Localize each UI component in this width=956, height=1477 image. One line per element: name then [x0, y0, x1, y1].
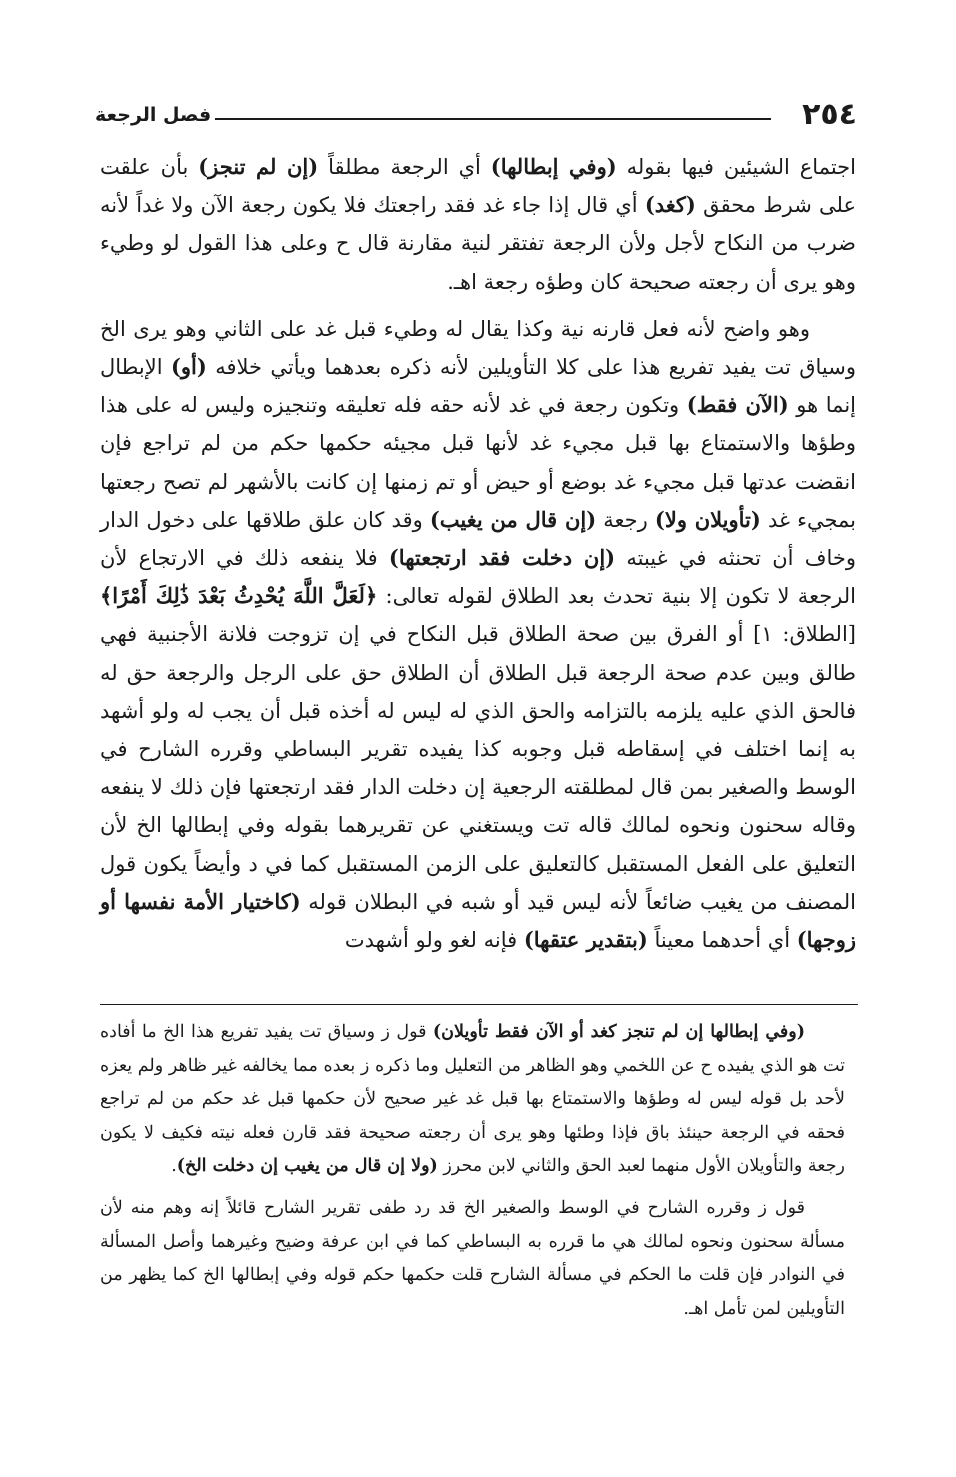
footnote-paragraph-1 [100, 1016, 845, 1184]
text-run: أي أحدهما معيناً [647, 928, 797, 953]
bold-quote: (وفي إبطالها) [490, 154, 617, 179]
footnote-paragraph-2 [100, 1192, 845, 1326]
bold-quote: (بتقدير عتقها) [523, 927, 648, 953]
footnote-separator [100, 1004, 858, 1005]
text-run: فإنه لغو ولو أشهدت [344, 928, 524, 953]
bold-quote: ﴿لَعَلَّ اللَّهَ يُحْدِثُ بَعْدَ ذَٰلِكَ أَمْرًا﴾ [100, 583, 378, 609]
bold-quote: (إن قال من يغيب) [429, 506, 597, 532]
main-paragraph-1 [100, 148, 856, 301]
bold-quote: (أو) [170, 354, 207, 380]
bold-quote: (إن دخلت فقد ارتجعتها) [388, 545, 616, 571]
bold-quote: (تأويلان ولا) [654, 506, 761, 532]
bold-quote: (كغد) [644, 192, 696, 218]
running-title: فصل الرجعة [95, 104, 212, 126]
text-run: الإبطال إنما هو [100, 355, 856, 418]
main-text [100, 148, 856, 959]
text-run: اجتماع الشيئين فيها بقوله [616, 155, 856, 179]
text-run: أي قال إذا جاء غد فقد راجعتك فلا يكون رجعة الآن ولا غداً لأنه ضرب من النكاح لأجل ولأن الرجعة تفتقر لنية مقارنة قال ح وعلى هذا القول لو وطيء وهو يرى أن رجعته صحيحة كان وطؤه رجعة اهـ. [100, 193, 856, 294]
bold-quote: (ولا إن قال من يغيب إن دخلت الخ) [176, 1156, 438, 1177]
text-run: قول ز وقرره الشارح في الوسط والصغير الخ قد رد طفى تقرير الشارح قائلاً إنه وهم منه لأن مسألة سحنون ونحوه لمالك هي ما قرره به البساطي كما في ابن عرفة وضيح وغيرهما وأصل المسألة في النوادر فإن قلت ما الحكم في مسألة الشارح قلت حكمها حكم قوله وفي إبطالها الخ كما يظهر من التأويلين لمن تأمل اهـ. [100, 1197, 845, 1319]
text-run: وهو واضح لأنه فعل قارنه نية وكذا يقال له وطيء قبل غد على الثاني وهو يرى الخ وسياق تت يفيد تفريع هذا على كلا التأويلين لأنه ذكره بعدهما ويأتي خلافه [100, 316, 857, 380]
text-run: . [171, 1156, 177, 1177]
bold-quote: (كاختيار الأمة نفسها أو زوجها) [100, 888, 856, 953]
text-run: قول ز وسياق تت يفيد تفريع هذا الخ ما أفاده تت هو الذي يفيده ح عن اللخمي وهو الظاهر من التعليل وما ذكره ز بعده مما يخالفه غير ظاهر ولم يعزه لأحد بل قوله ليس له وطؤها والاستمتاع بها قبل غد غير صحيح لأن حكمها قبل غد حكم من لم تراجع فحقه في الرجعة حينئذ باق فإذا وطئها وهو يرى أن رجعته صحيحة فقد قارن فعله نيته فكيف لا يكون رجعة والتأويلان الأول منهما لعبد الحق والثاني لابن محرز [100, 1022, 845, 1177]
text-run: [الطلاق: ١] أو الفرق بين صحة الطلاق قبل النكاح في إن تزوجت فلانة الأجنبية فهي طالق وبين عدم صحة الرجعة قبل الطلاق أن الطلاق حق على الرجل والرجعة حق له فالحق الذي عليه يلزمه بالتزامه والحق الذي له ليس له أخذه قبل أن يجب له ولو أشهد به إنما اختلف في إسقاطه قبل وجوبه كذا يفيده تقرير البساطي وقرره الشارح في الوسط والصغير بمن قال لمطلقته الرجعية إن دخلت الدار فقد ارتجعتها فإن ذلك لا ينفعه وقاله سحنون ونحوه لمالك قاله تت ويستغني عن تقريرهما بقوله وفي إبطالها الخ لأن التعليق على الفعل المستقبل كالتعليق على الزمن المستقبل كما في د وأيضاً يكون قول المصنف من يغيب ضائعاً لأنه ليس قيد أو شبه في البطلان قوله [100, 622, 856, 914]
page-number: ٢٥٤ [802, 97, 857, 132]
bold-quote: (إن لم تنجز) [198, 154, 319, 179]
page-header [95, 96, 857, 136]
text-run: رجعة [596, 507, 655, 532]
header-rule [215, 118, 771, 120]
text-run: وقد كان علق طلاقها على دخول الدار وخاف أن تحنثه في غيبته [100, 507, 856, 571]
bold-quote: (الآن فقط) [686, 392, 789, 418]
text-run: فلا ينفعه ذلك في الارتجاع لأن الرجعة لا تكون إلا بنية تحدث بعد الطلاق لقوله تعالى: [100, 546, 856, 609]
bold-quote: (وفي إبطالها إن لم تنجز كغد أو الآن فقط تأويلان) [432, 1022, 805, 1042]
text-run: وتكون رجعة في غد لأنه حقه فله تعليقه وتنجيزه وليس له على هذا وطؤها والاستمتاع بها قبل مجيء غد لأنها قبل مجيئه حكمها حكم من لم تراجع فإن انقضت عدتها قبل مجيء غد بوضع أو حيض أو تم زمنها إن كانت بالأشهر لم تصح رجعتها بمجيء غد [100, 393, 857, 532]
main-paragraph-2 [100, 310, 856, 959]
footnotes [100, 1016, 845, 1326]
text-run: بأن علقت على شرط محقق [100, 155, 856, 218]
text-run: أي الرجعة مطلقاً [318, 155, 491, 179]
